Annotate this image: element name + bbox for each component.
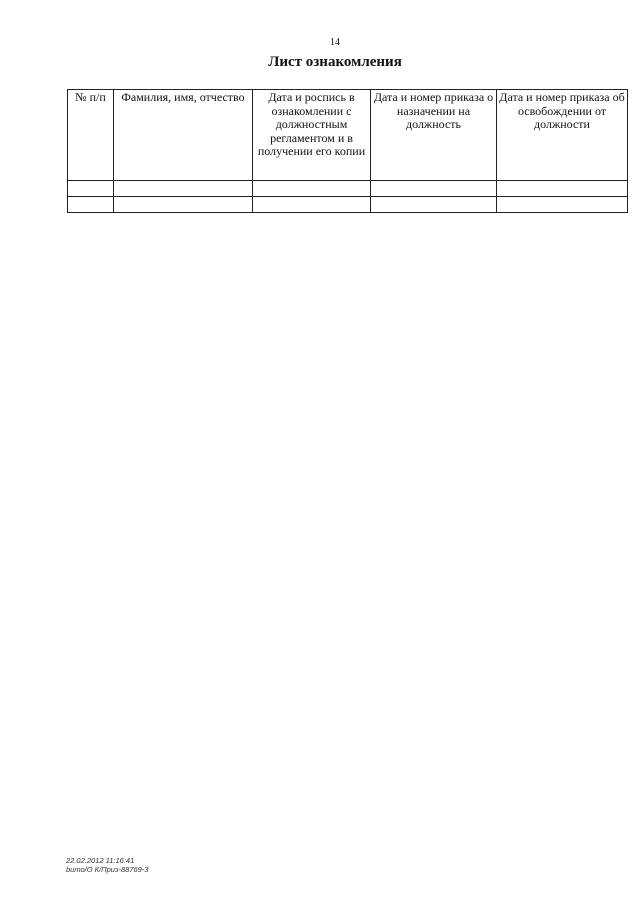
table-cell [497,197,628,213]
table-cell [253,197,371,213]
page-title: Лист ознакомления [268,54,402,70]
table-cell [253,181,371,197]
table-cell [114,181,253,197]
table-cell [371,181,497,197]
table-header-row [68,90,628,181]
table-cell [497,181,628,197]
column-header-appointment-order: Дата и номер приказа о назначении на должность [371,90,497,181]
column-header-full-name: Фамилия, имя, отчество [114,90,253,181]
page-number: 14 [330,37,340,48]
column-header-signature-date: Дата и роспись в ознакомлении с должностным регламентом и в получении его копии [253,90,371,181]
table-row [68,197,628,213]
footer-timestamp: 22.02.2012 11:16:41 [66,856,135,865]
table-cell [68,197,114,213]
table-cell [68,181,114,197]
column-header-number: № п/п [68,90,114,181]
table-cell [114,197,253,213]
table-row [68,181,628,197]
acknowledgement-table [67,89,628,213]
document-footer [66,856,148,874]
footer-document-code: bито/О К/Приз-88769-3 [66,865,149,874]
table-cell [371,197,497,213]
column-header-dismissal-order: Дата и номер приказа об освобождении от должности [497,90,628,181]
